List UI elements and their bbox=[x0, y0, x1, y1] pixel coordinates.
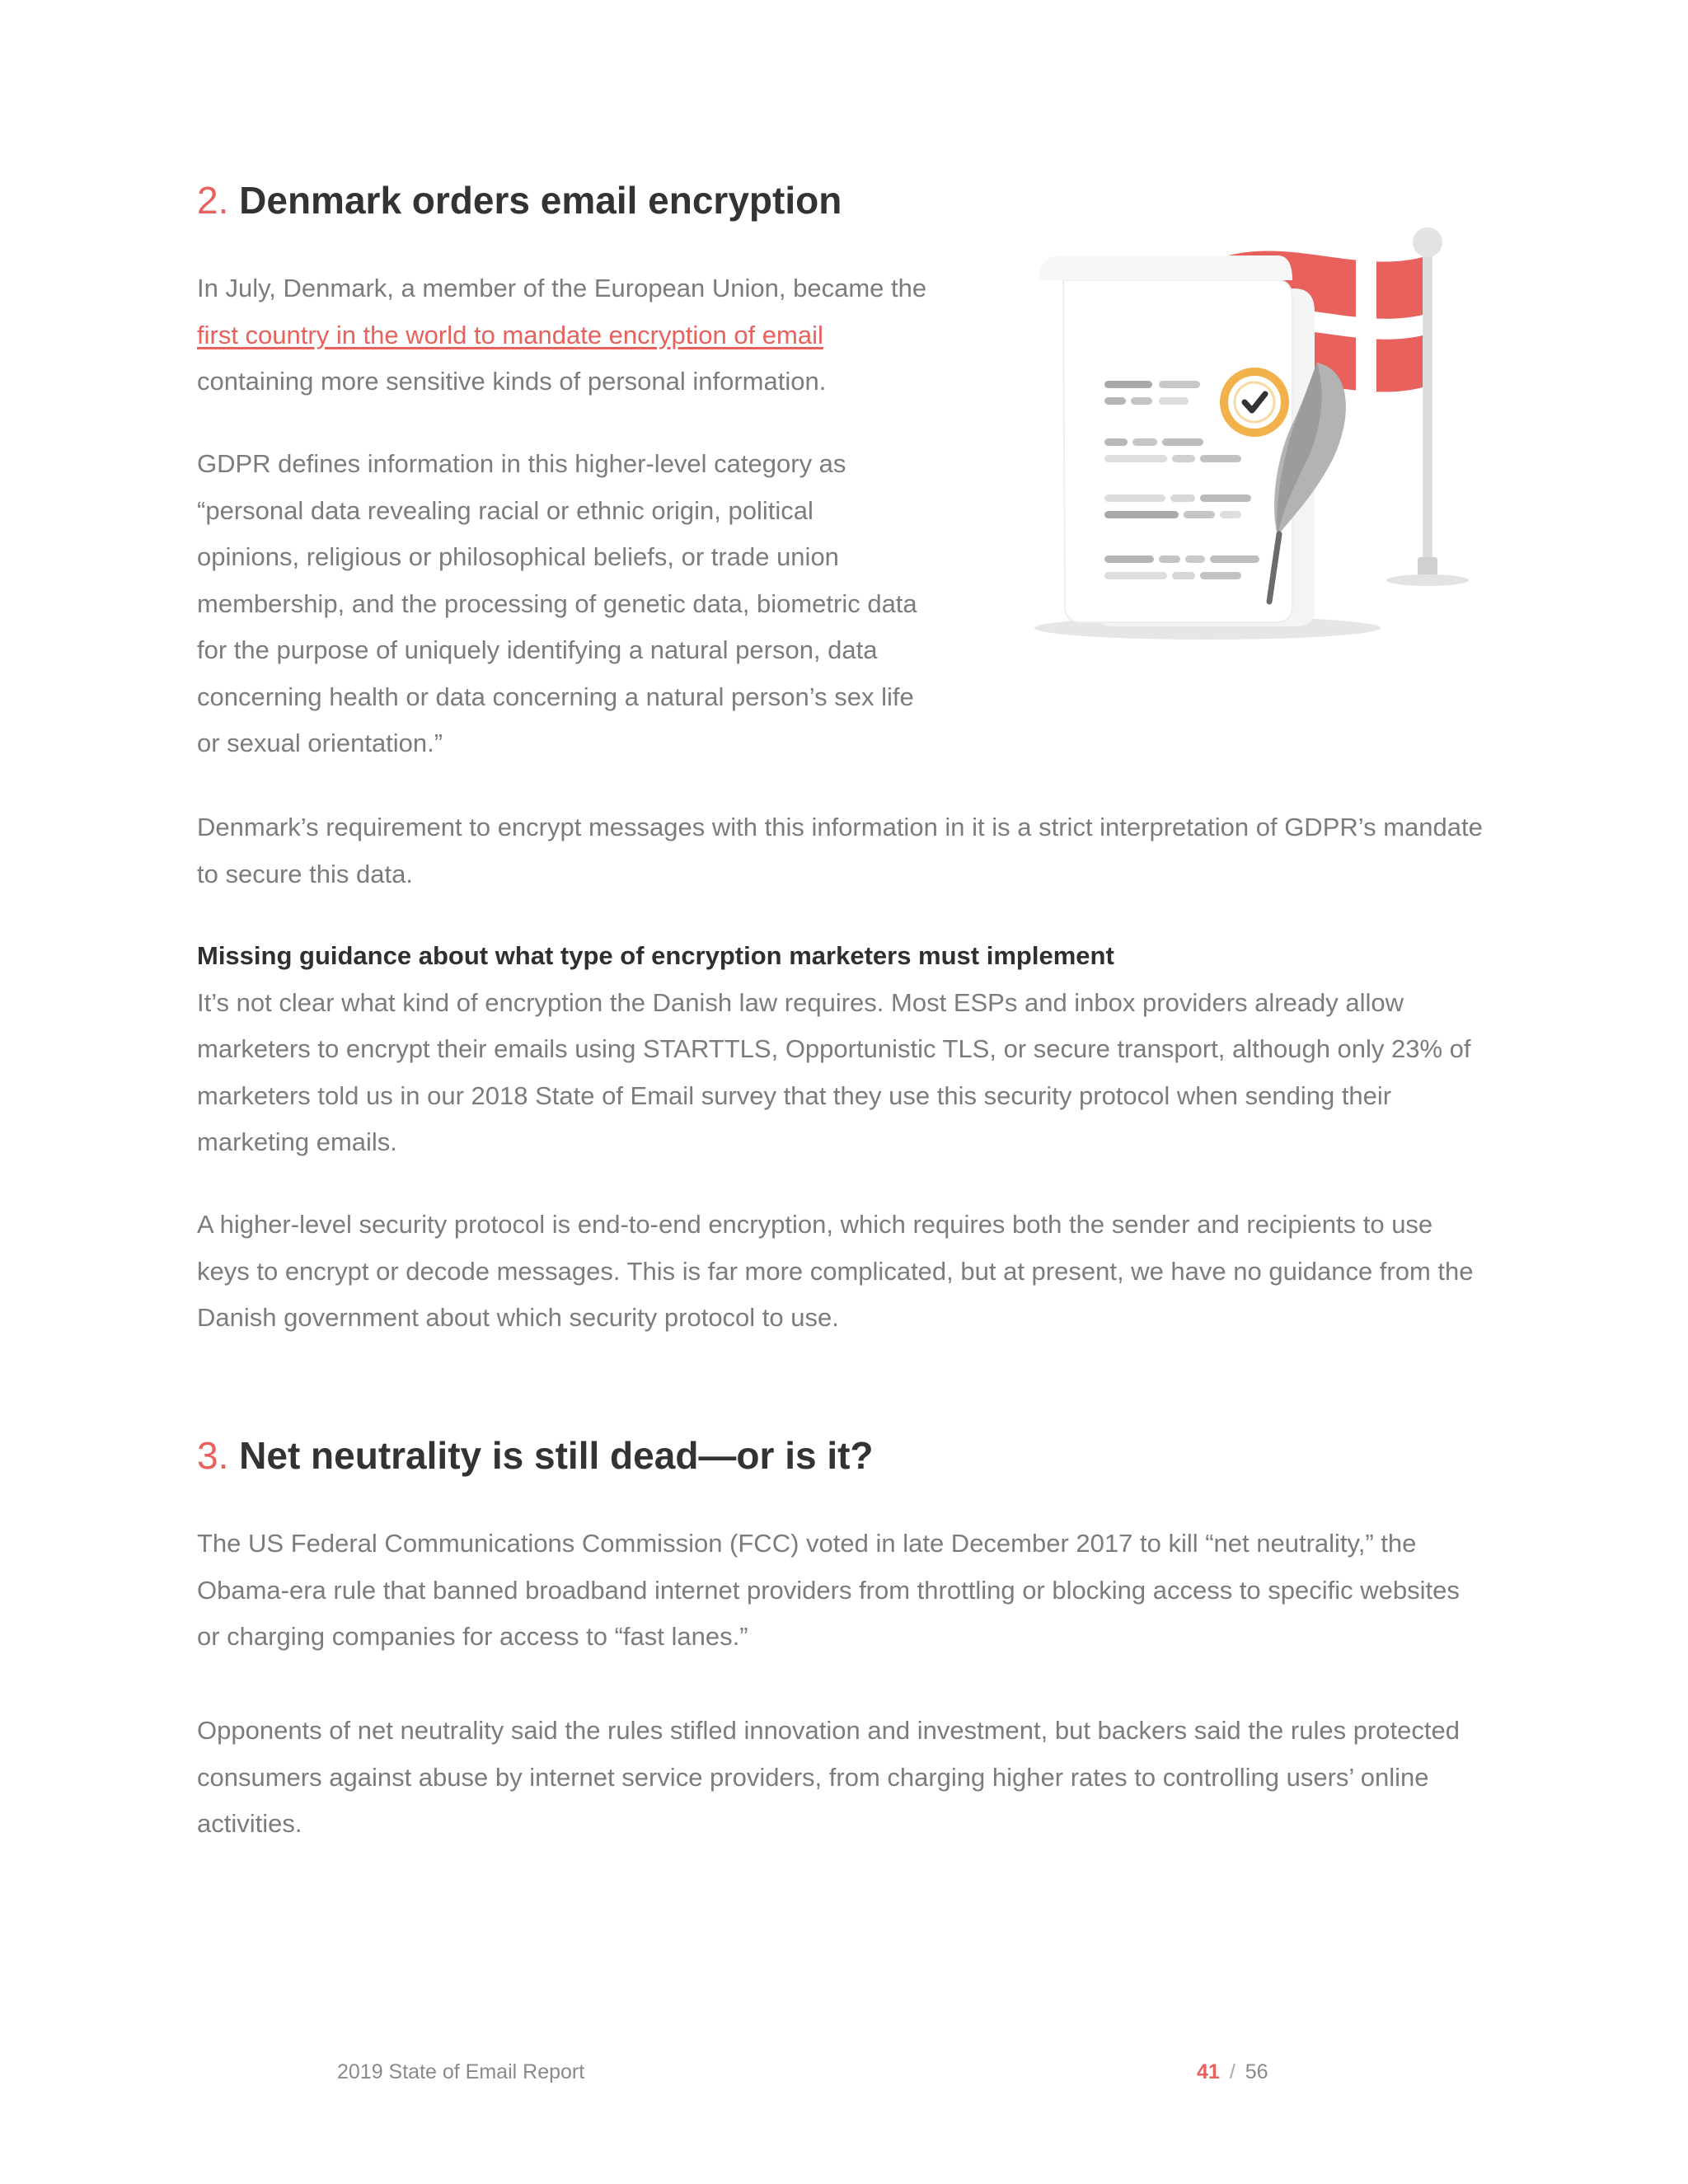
section-2-paragraph-2: GDPR defines information in this higher-level category as “personal data revealing racial or ethnic origin, political opinions, religious or philosophical beliefs, or trade union membership, and the processing of genetic data, biometric data for the purpose of uniquely identifying a natural person, data concerning health or data concerning a natural person’s sex life or sexual orientation.” bbox=[197, 449, 917, 757]
section-3-number: 3. bbox=[197, 1434, 229, 1477]
section-3-paragraph-2: Opponents of net neutrality said the rules stifled innovation and investment, but backers said the rules protected consumers against abuse by internet service providers, from charging higher rates to controlling users’ online activities. bbox=[197, 1716, 1460, 1838]
verified-badge-icon bbox=[1220, 368, 1289, 437]
section-3-title-text: Net neutrality is still dead—or is it? bbox=[239, 1434, 874, 1477]
section-2-number: 2. bbox=[197, 179, 229, 222]
section-2-title-text: Denmark orders email encryption bbox=[239, 179, 842, 222]
paragraph-text: In July, Denmark, a member of the European Union, became the bbox=[197, 274, 927, 302]
section-3-title bbox=[197, 1432, 874, 1479]
mandate-encryption-link[interactable]: first country in the world to mandate encryption of email bbox=[197, 320, 823, 349]
section-2-paragraph-4 bbox=[197, 933, 1483, 1166]
section-2-paragraph-1 bbox=[197, 265, 939, 405]
current-page-number: 41 bbox=[1197, 2060, 1220, 2083]
footer-report-name: 2019 State of Email Report bbox=[337, 2060, 585, 2083]
total-pages-number: 56 bbox=[1245, 2060, 1268, 2083]
page-separator: / bbox=[1229, 2060, 1236, 2083]
section-2-paragraph-5: A higher-level security protocol is end-to-end encryption, which requires both the sender and recipients to use keys to encrypt or decode messages. This is far more complicated, but at present, we have no guidance from the Danish government about which security protocol to use. bbox=[197, 1210, 1474, 1332]
paragraph-text: containing more sensitive kinds of personal information. bbox=[197, 367, 827, 396]
section-2-paragraph-3: Denmark’s requirement to encrypt messages with this information in it is a strict interpretation of GDPR’s mandate to secure this data. bbox=[197, 813, 1483, 888]
section-2-title bbox=[197, 177, 842, 223]
paragraph-text: It’s not clear what kind of encryption the Danish law requires. Most ESPs and inbox providers already allow marketers to encrypt their emails using STARTTLS, Opportunistic TLS, or secure transport, although only 23% of marketers told us in our 2018 State of Email survey that they use this security protocol when sending their marketing emails. bbox=[197, 987, 1471, 1156]
section-3-paragraph-1: The US Federal Communications Commission (FCC) voted in late December 2017 to kill “net neutrality,” the Obama-era rule that banned broadband internet providers from throttling or blocking access to specific websites or charging companies for access to “fast lanes.” bbox=[197, 1529, 1460, 1651]
gdpr-document-illustration bbox=[1030, 223, 1475, 651]
encryption-subheading: Missing guidance about what type of encryption marketers must implement bbox=[197, 941, 1114, 970]
footer-page-indicator bbox=[1197, 2060, 1268, 2084]
